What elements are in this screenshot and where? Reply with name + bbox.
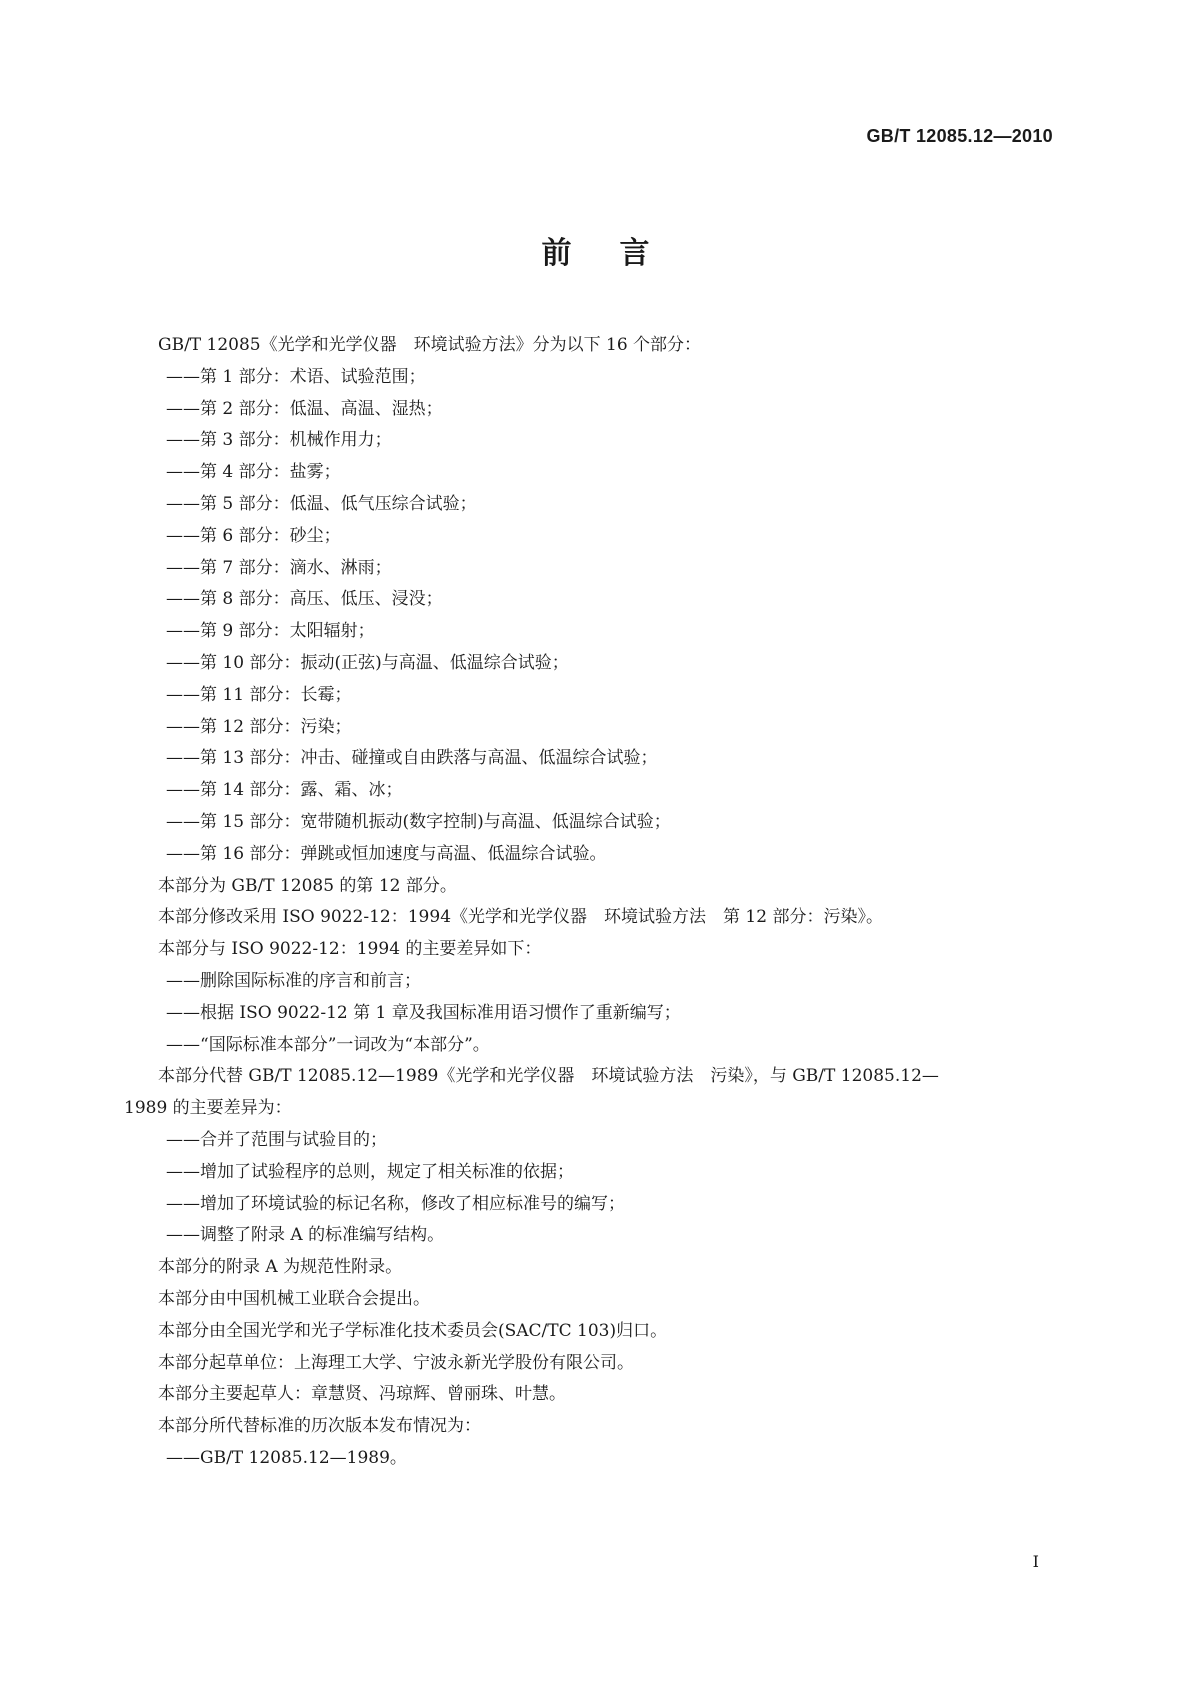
list-item: —— 第 8 部分：高压、低压、浸没； [124, 584, 1070, 616]
list-item: —— 第 14 部分：露、霜、冰； [124, 775, 1070, 807]
list-item: —— 第 12 部分：污染； [124, 712, 1070, 744]
replaces-line: 1989 的主要差异为： [124, 1098, 292, 1119]
annex-paragraph: 本部分的附录 A 为规范性附录。 [158, 1257, 403, 1278]
list-item: —— 第 1 部分：术语、试验范围； [124, 362, 1070, 394]
parts-list [124, 362, 1070, 871]
list-item: —— 第 13 部分：冲击、碰撞或自由跌落与高温、低温综合试验； [124, 743, 1070, 775]
replaces-paragraph [124, 1061, 1070, 1125]
managed-by-paragraph: 本部分由全国光学和光子学标准化技术委员会(SAC/TC 103)归口。 [158, 1320, 668, 1341]
proposed-by-paragraph: 本部分由中国机械工业联合会提出。 [158, 1288, 430, 1309]
list-item: —— 调整了附录 A 的标准编写结构。 [124, 1220, 1070, 1252]
list-item: —— 第 6 部分：砂尘； [124, 521, 1070, 553]
page-title: 前言 [541, 236, 698, 271]
list-item: —— 第 4 部分：盐雾； [124, 457, 1070, 489]
replace-changes-list [124, 1125, 1070, 1252]
list-item: —— GB/T 12085.12—1989。 [124, 1443, 1070, 1475]
list-item: —— 删除国际标准的序言和前言； [124, 966, 1070, 998]
standard-number: GB/T 12085.12—2010 [866, 126, 1053, 146]
document-body [124, 330, 1070, 1475]
drafters-paragraph: 本部分主要起草人：章慧贤、冯琼辉、曾丽珠、叶慧。 [158, 1384, 566, 1405]
this-part-paragraph: 本部分为 GB/T 12085 的第 12 部分。 [158, 875, 457, 896]
differences-list [124, 966, 1070, 1061]
list-item: —— 根据 ISO 9022-12 第 1 章及我国标准用语习惯作了重新编写； [124, 998, 1070, 1030]
adoption-paragraph: 本部分修改采用 ISO 9022-12：1994《光学和光学仪器 环境试验方法 第 12 部分：污染》。 [158, 907, 883, 928]
list-item: —— 合并了范围与试验目的； [124, 1125, 1070, 1157]
history-list [124, 1443, 1070, 1475]
replaces-line: 本部分代替 GB/T 12085.12—1989《光学和光学仪器 环境试验方法 污染》，与 GB/T 12085.12— [158, 1066, 939, 1087]
list-item: —— “国际标准本部分”一词改为“本部分”。 [124, 1030, 1070, 1062]
list-item: —— 第 10 部分：振动(正弦)与高温、低温综合试验； [124, 648, 1070, 680]
intro-paragraph: GB/T 12085《光学和光学仪器 环境试验方法》分为以下 16 个部分： [158, 335, 702, 355]
list-item: —— 增加了试验程序的总则，规定了相关标准的依据； [124, 1157, 1070, 1189]
list-item: —— 第 7 部分：滴水、淋雨； [124, 553, 1070, 585]
list-item: —— 增加了环境试验的标记名称，修改了相应标准号的编写； [124, 1189, 1070, 1221]
history-intro: 本部分所代替标准的历次版本发布情况为： [158, 1416, 481, 1437]
list-item: —— 第 16 部分：弹跳或恒加速度与高温、低温综合试验。 [124, 839, 1070, 871]
list-item: —— 第 9 部分：太阳辐射； [124, 616, 1070, 648]
page-number: I [1032, 1552, 1039, 1571]
drafting-units-paragraph: 本部分起草单位：上海理工大学、宁波永新光学股份有限公司。 [158, 1352, 634, 1373]
differences-intro: 本部分与 ISO 9022-12：1994 的主要差异如下： [158, 939, 542, 960]
list-item: —— 第 11 部分：长霉； [124, 680, 1070, 712]
list-item: —— 第 3 部分：机械作用力； [124, 425, 1070, 457]
list-item: —— 第 5 部分：低温、低气压综合试验； [124, 489, 1070, 521]
list-item: —— 第 2 部分：低温、高温、湿热； [124, 394, 1070, 426]
list-item: —— 第 15 部分：宽带随机振动(数字控制)与高温、低温综合试验； [124, 807, 1070, 839]
